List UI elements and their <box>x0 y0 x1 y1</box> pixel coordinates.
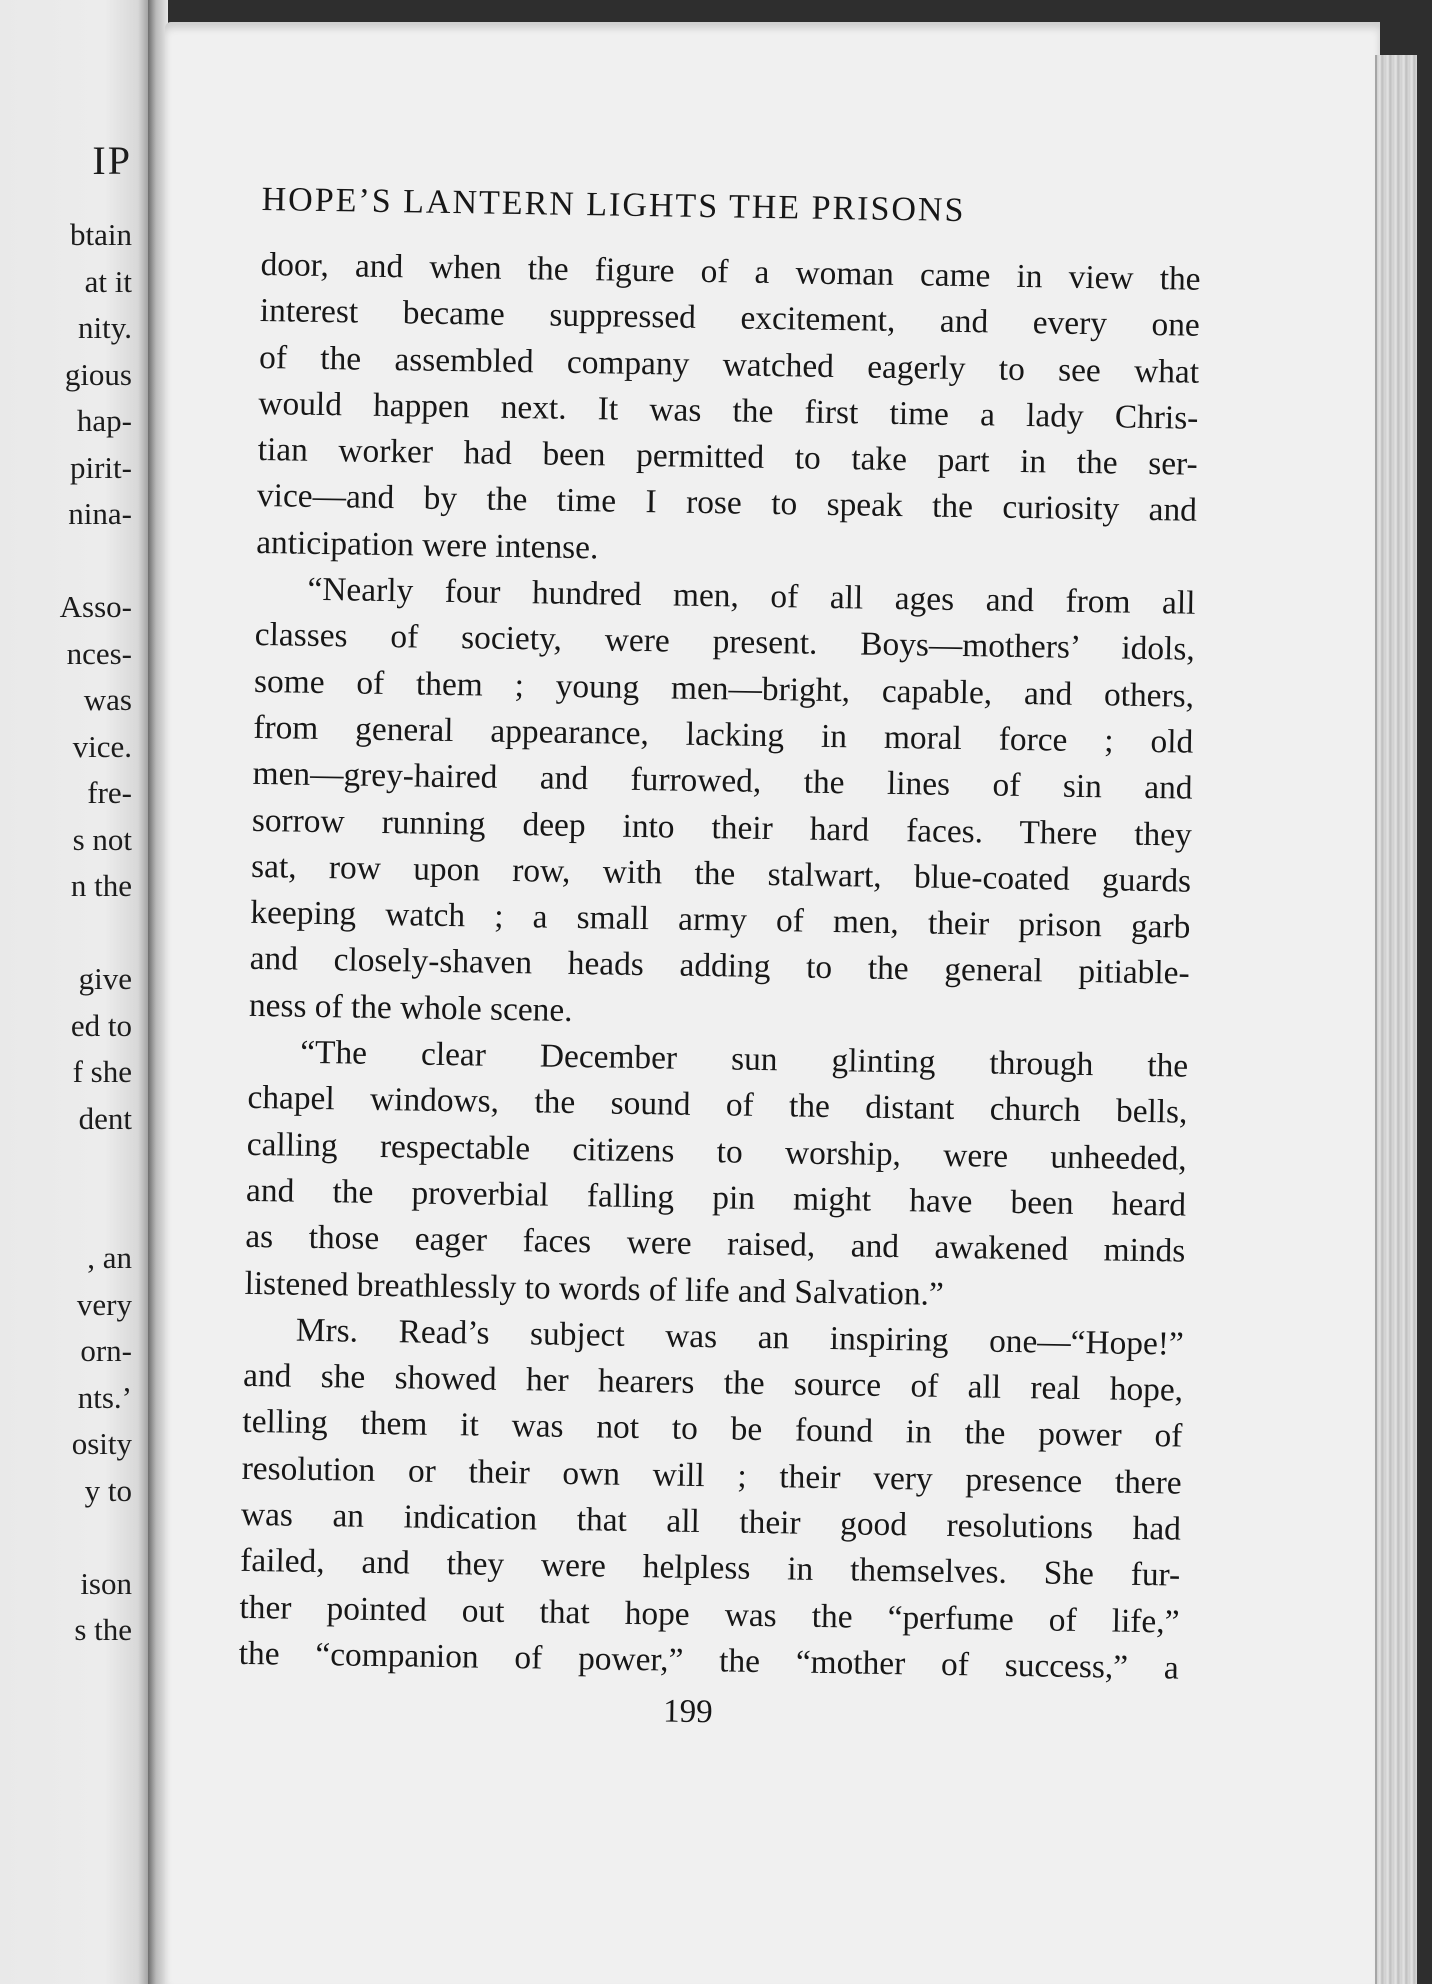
page-number: 199 <box>662 1693 713 1731</box>
left-page-line <box>0 910 132 957</box>
left-page-line: s not <box>72 821 132 857</box>
text-line: classes of society, were present. Boys—mothers’ idols, <box>254 616 1195 669</box>
left-page-line: y to <box>84 1472 132 1508</box>
left-page-line: nts.’ <box>77 1379 132 1415</box>
left-page-line <box>0 1514 132 1561</box>
left-page-line <box>0 1142 132 1189</box>
text-line: door, and when the figure of a woman came in view the <box>260 245 1201 298</box>
left-page-line: , an <box>87 1240 132 1275</box>
left-page <box>0 0 150 1984</box>
left-page-line: ison <box>80 1565 132 1601</box>
left-page-line: dent <box>78 1100 132 1136</box>
left-page-line: n the <box>70 868 132 903</box>
left-page-line: nity. <box>78 310 132 345</box>
text-line: sat, row upon row, with the stalwart, blue-coated guards <box>250 847 1192 900</box>
left-page-text <box>0 138 132 1654</box>
text-line: tian worker had been permitted to take part in the ser- <box>257 431 1198 483</box>
right-page-text <box>238 178 1202 1742</box>
left-page-line: give <box>78 961 132 996</box>
text-line: Mrs. Read’s subject was an inspiring one—“Hope!” <box>295 1311 1185 1363</box>
page-edges <box>1375 55 1417 1984</box>
text-line: “The clear December sun glinting through the <box>299 1033 1189 1085</box>
paragraph <box>256 242 1201 581</box>
left-page-line <box>0 538 132 585</box>
text-line: of the assembled company watched eagerly to see what <box>258 338 1200 391</box>
text-line: some of them ; young men—bright, capable, and others, <box>253 662 1195 715</box>
left-page-line: f she <box>72 1054 132 1089</box>
left-page-line: orn- <box>80 1333 132 1368</box>
text-line: and she showed her hearers the source of all real hope, <box>242 1356 1184 1409</box>
left-page-line: very <box>76 1286 132 1322</box>
left-page-line: was <box>83 682 132 717</box>
text-line: would happen next. It was the first time a lady Chris- <box>258 384 1199 437</box>
left-page-line: s the <box>74 1612 132 1647</box>
text-line: was an indication that all their good resolutions had <box>240 1495 1182 1548</box>
left-page-line: Asso- <box>59 589 132 624</box>
left-page-line: gious <box>64 356 132 392</box>
text-line: keeping watch ; a small army of men, their prison garb <box>250 894 1191 946</box>
left-page-line: ed to <box>70 1007 132 1043</box>
text-line: failed, and they were helpless in themselves. She fur- <box>239 1542 1181 1594</box>
left-page-line: btain <box>70 217 132 252</box>
text-line: vice—and by the time I rose to speak the curiosity and <box>256 477 1198 530</box>
left-page-line: at it <box>84 263 132 299</box>
left-page-line: hap- <box>76 403 132 438</box>
text-line: men—grey-haired and furrowed, the lines of sin and <box>252 755 1193 807</box>
text-line: “Nearly four hundred men, of all ages and from all <box>307 570 1196 622</box>
text-line: and the proverbial falling pin might have been heard <box>245 1171 1187 1224</box>
text-line: sorrow running deep into their hard faces. There they <box>251 801 1193 854</box>
paragraph <box>244 1029 1188 1322</box>
text-line: anticipation were intense. <box>255 523 599 567</box>
body-text <box>238 242 1200 1692</box>
text-line: as those eager faces were raised, and awakened minds <box>245 1218 1186 1270</box>
text-line: telling them it was not to be found in the power of <box>242 1403 1183 1456</box>
text-line: ness of the whole scene. <box>248 986 573 1029</box>
running-head: HOPE’S LANTERN LIGHTS THE PRISONS <box>261 180 966 230</box>
text-line: resolution or their own will ; their very presence there <box>241 1449 1182 1502</box>
text-line: chapel windows, the sound of the distant church bells, <box>247 1079 1188 1131</box>
text-line: interest became suppressed excitement, and every one <box>259 292 1201 345</box>
left-page-heading: IP <box>92 138 132 183</box>
text-line: from general appearance, lacking in moral force ; old <box>253 708 1194 761</box>
text-line: listened breathlessly to words of life and Salvation.” <box>244 1264 945 1313</box>
left-page-line: fre- <box>87 775 132 810</box>
text-line: ther pointed out that hope was the “perfume of life,” <box>239 1588 1180 1641</box>
left-page-line: vice. <box>72 728 132 764</box>
paragraph <box>249 566 1196 1044</box>
text-line: calling respectable citizens to worship, were unheeded, <box>246 1125 1187 1178</box>
text-line: the “companion of power,” the “mother of success,” a <box>238 1634 1180 1687</box>
left-page-line <box>0 1189 132 1236</box>
left-page-line: osity <box>71 1426 132 1461</box>
paragraph <box>238 1307 1184 1692</box>
left-page-line: nina- <box>68 496 132 531</box>
text-line: and closely-shaven heads adding to the general pitiable- <box>249 940 1190 993</box>
left-page-lines <box>0 212 132 1654</box>
left-page-line: pirit- <box>70 449 132 485</box>
left-page-line: nces- <box>66 635 132 671</box>
